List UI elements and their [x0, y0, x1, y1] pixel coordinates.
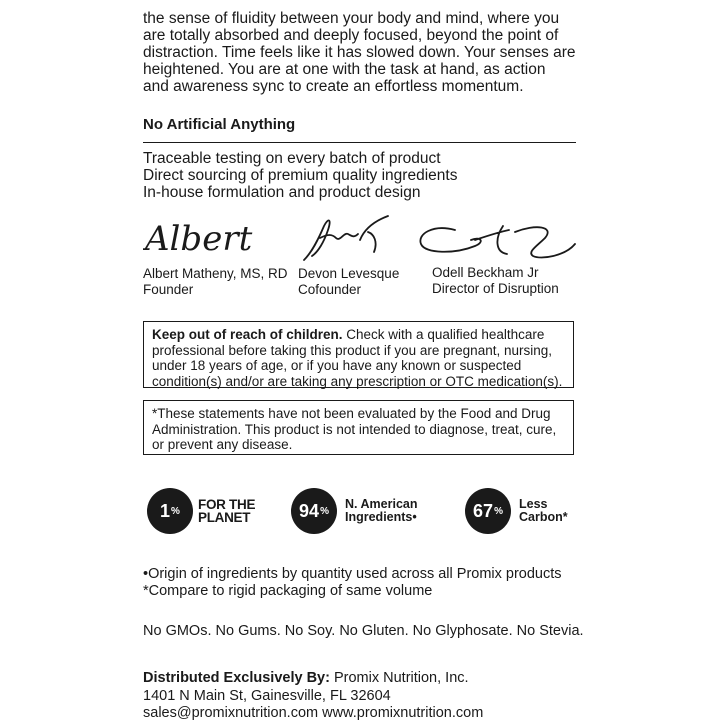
warning-heading: Keep out of reach of children. — [152, 327, 343, 342]
intro-line: are totally absorbed and deeply focused, beyond the point of — [143, 27, 559, 44]
signature-odell — [415, 218, 580, 264]
list-item: Direct sourcing of premium quality ingredients — [143, 167, 458, 184]
signer-name: Odell Beckham Jr — [432, 265, 539, 280]
badge-line: Less — [519, 497, 548, 511]
warning-text: Check with a qualified healthcare professional before taking this product if you are pregnant, nursing, under 18 years of age, or if you have any known or suspected condition(s) and/or are taking any prescription or OTC medication(s). — [152, 327, 563, 389]
distribution-info — [143, 670, 483, 723]
badge-less-carbon — [465, 488, 568, 534]
contact-info: sales@promixnutrition.com www.promixnutrition.com — [143, 705, 484, 721]
intro-line: distraction. Time feels like it has slowed down. Your senses are — [143, 44, 576, 61]
intro-line: heightened. You are at one with the task at hand, as action — [143, 61, 546, 78]
intro-line: and awareness sync to create an effortless momentum. — [143, 78, 524, 95]
company-name: Promix Nutrition, Inc. — [329, 670, 469, 686]
footnote: *Compare to rigid packaging of same volume — [143, 582, 433, 599]
signature-block-odell — [415, 218, 580, 297]
badge-line: N. American — [345, 497, 418, 511]
signer-role: Cofounder — [298, 282, 362, 297]
distribution-label: Distributed Exclusively By: — [143, 670, 330, 686]
signer-name: Devon Levesque — [298, 266, 400, 281]
badge-line: Ingredients• — [345, 510, 417, 524]
list-item: Traceable testing on every batch of product — [143, 150, 441, 167]
list-item: In-house formulation and product design — [143, 184, 421, 201]
intro-paragraph — [143, 10, 583, 95]
fda-disclaimer-box — [143, 400, 574, 455]
signer-role: Director of Disruption — [432, 281, 559, 296]
section-title: No Artificial Anything — [143, 116, 296, 133]
signature-albert — [143, 214, 273, 262]
address: 1401 N Main St, Gainesville, FL 32604 — [143, 687, 391, 704]
section-divider — [143, 142, 576, 143]
signature-albert-text: Albert — [145, 219, 253, 259]
badge-north-american — [291, 488, 417, 534]
footnotes — [143, 566, 562, 599]
badge-line: PLANET — [198, 510, 251, 525]
badge-line: Carbon* — [519, 510, 568, 524]
badge-one-percent — [147, 488, 255, 534]
signer-role: Founder — [143, 282, 194, 297]
percent-circle-icon: 67 % — [465, 488, 511, 534]
intro-line: the sense of fluidity between your body and mind, where you — [143, 10, 560, 27]
one-percent-for-the-planet-icon: 1 % — [147, 488, 193, 534]
badge-line: FOR THE — [198, 497, 256, 512]
quality-list — [143, 150, 457, 201]
warning-box — [143, 321, 574, 388]
fda-disclaimer-text: *These statements have not been evaluated by the Food and Drug Administration. This product is not intended to diagnose, treat, cure, or prevent any disease. — [152, 406, 557, 452]
signer-name: Albert Matheny, MS, RD — [143, 266, 288, 281]
signature-block-albert — [143, 214, 288, 298]
percent-circle-icon: 94 % — [291, 488, 337, 534]
signature-devon — [298, 212, 398, 264]
footnote: •Origin of ingredients by quantity used across all Promix products — [143, 566, 562, 582]
free-from-statement: No GMOs. No Gums. No Soy. No Gluten. No Glyphosate. No Stevia. — [143, 623, 584, 639]
signature-block-devon — [298, 212, 399, 298]
